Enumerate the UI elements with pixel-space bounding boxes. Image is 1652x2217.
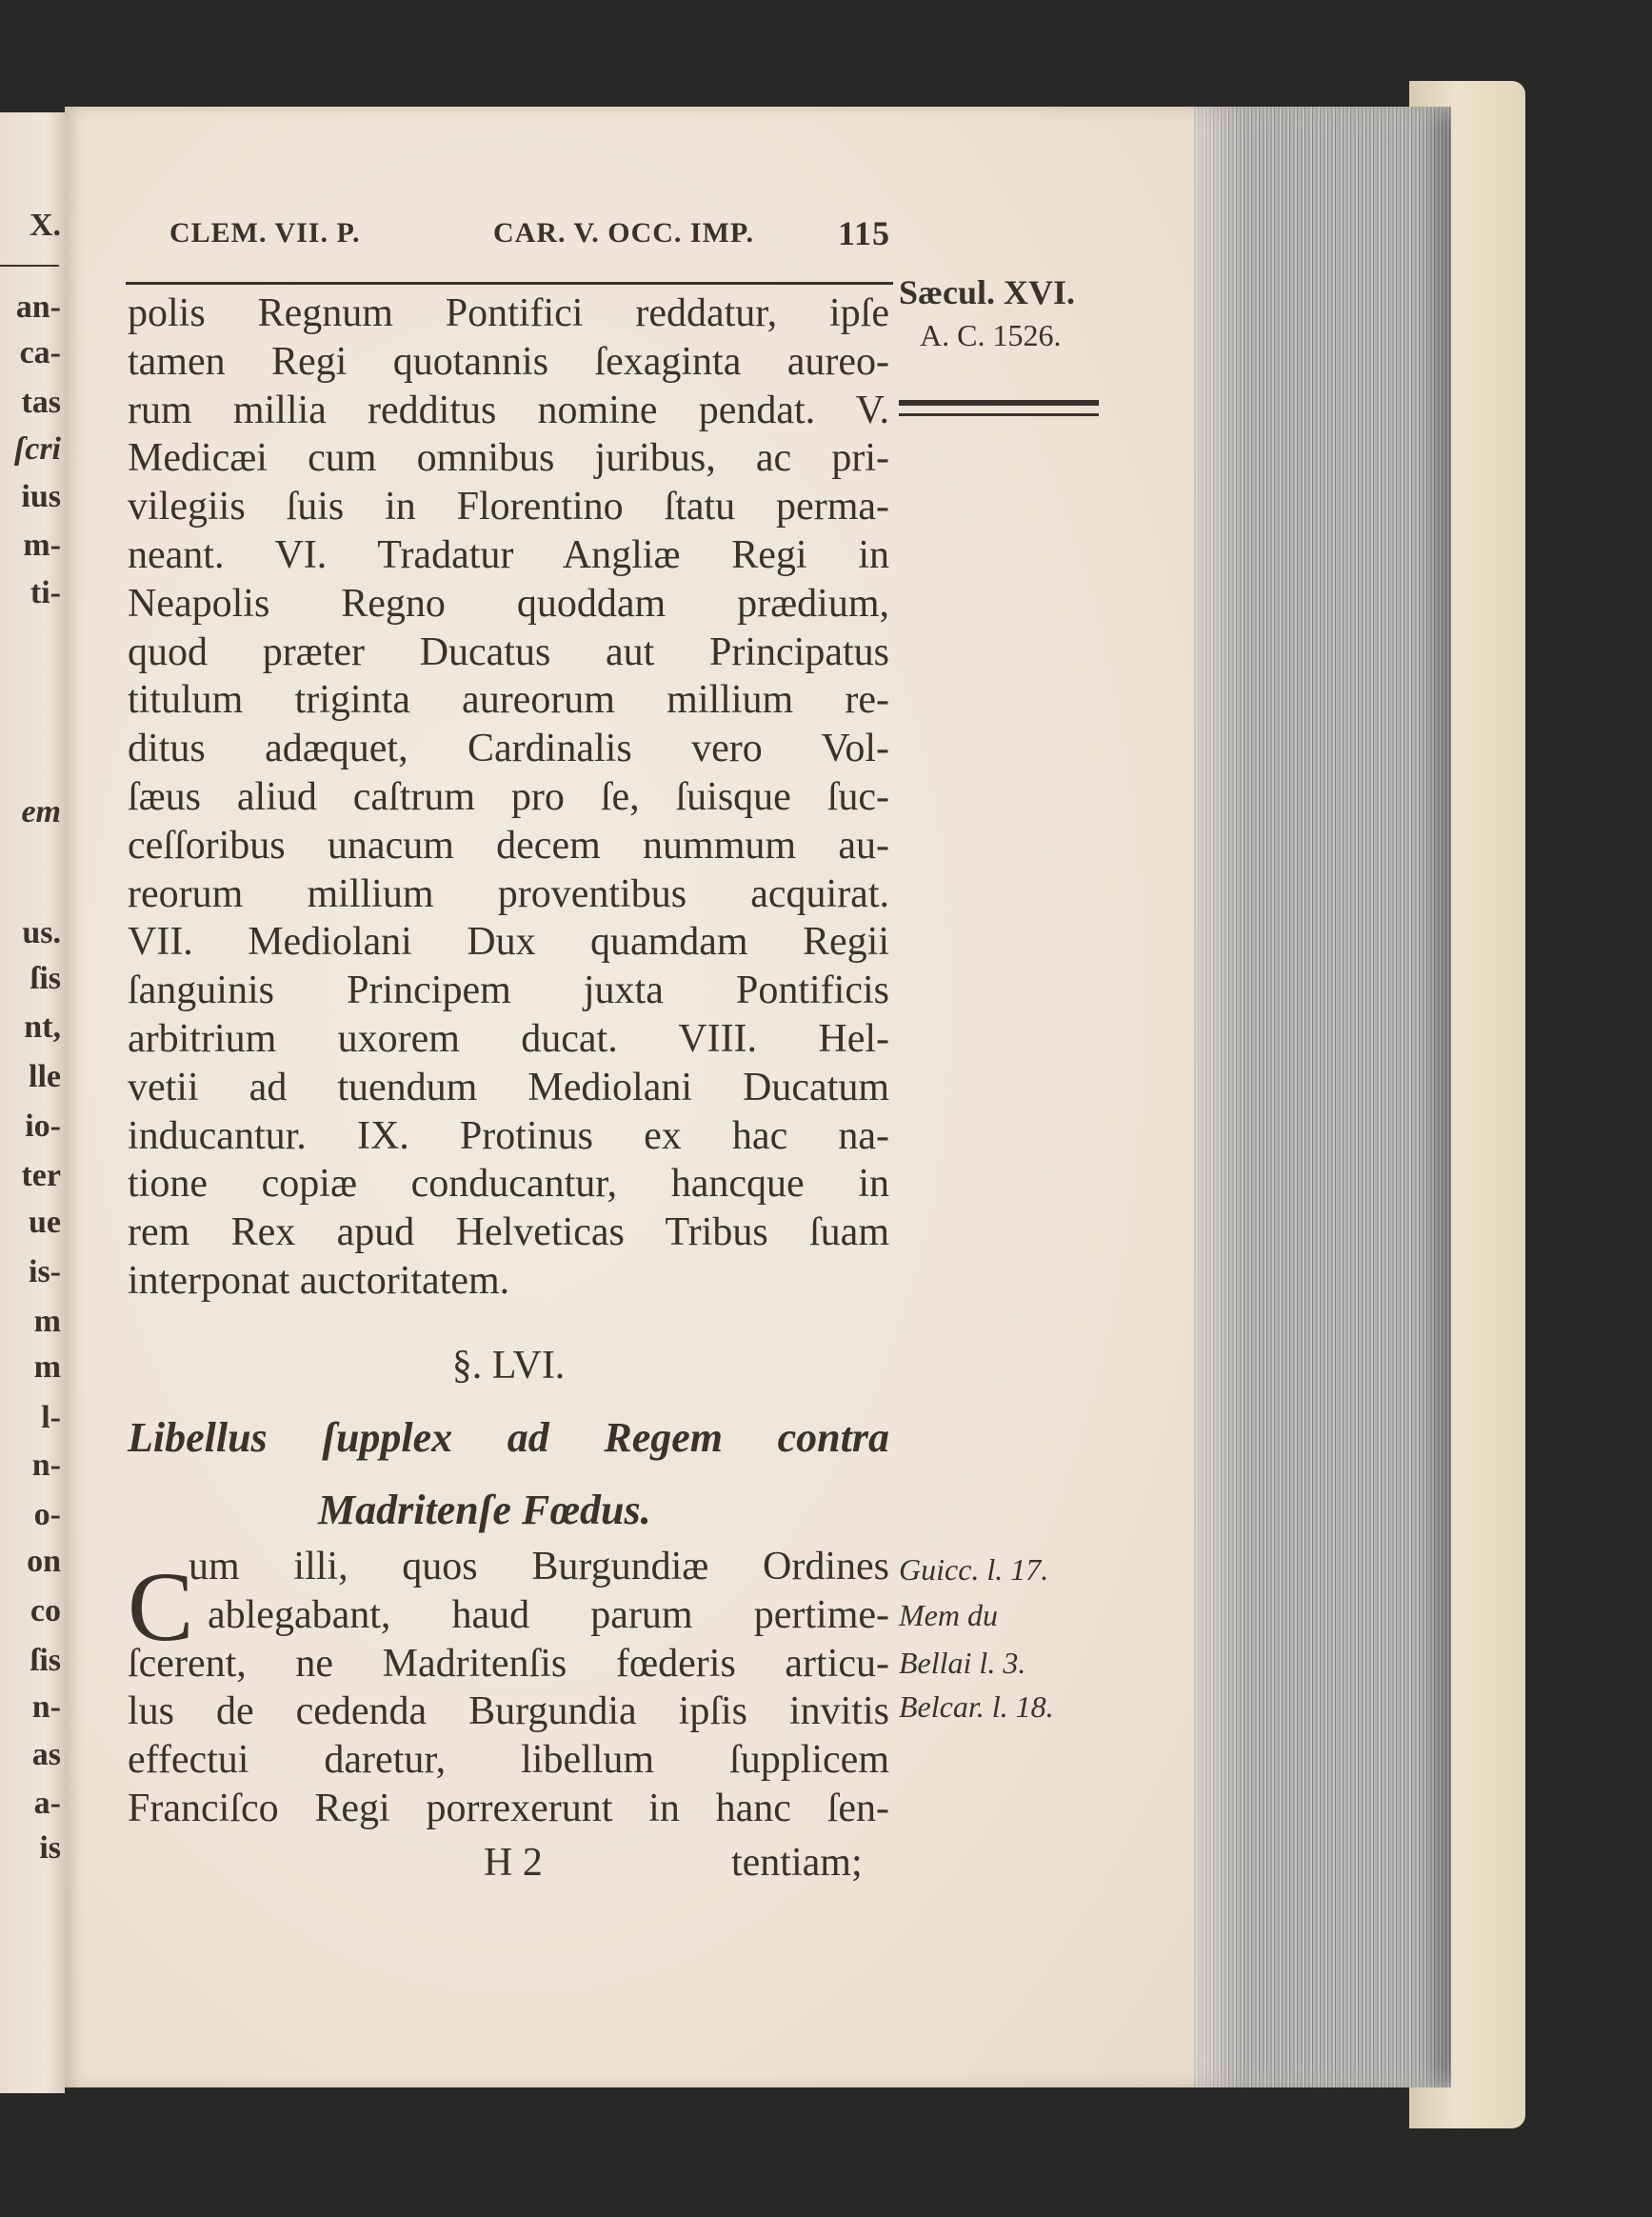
left-page-fragment: ſcri [13,431,61,467]
left-page-fragment: an- [15,290,61,325]
margin-century: Sæcul. XVI. [899,273,1076,311]
margin-double-rule [899,400,1099,406]
header-emperor: CAR. V. OCC. IMP. [493,217,754,249]
text-line: quod præter Ducatus aut Principatus [128,629,889,674]
page-number: 115 [838,214,891,252]
section-text [128,1543,889,1833]
section-title-line2: Madritenſe Fœdus. [318,1487,651,1533]
text-line: titulum triginta aureorum millium re- [128,678,889,723]
text-line: reorum millium proventibus acquirat. [128,871,889,916]
margin-year: A. C. 1526. [920,318,1062,352]
text-line: ſæus aliud caſtrum pro ſe, ſuisque ſuc- [128,774,889,819]
left-page-fragment: lle [29,1059,61,1094]
text-line: neant. VI. Tradatur Angliæ Regi in [128,532,889,577]
text-line: rem Rex apud Helveticas Tribus ſuam [128,1210,889,1255]
margin-reference: Bellai l. 3. [899,1646,1026,1680]
text-line: interponat auctoritatem. [128,1258,510,1303]
left-page-fragment: l- [41,1400,61,1435]
section-text-line: lus de cedenda Burgundia ipſis invitis [128,1689,889,1734]
section-number: §. LVI. [451,1344,566,1388]
text-line: VII. Mediolani Dux quamdam Regii [128,920,889,965]
section-text-line: ſcerent, ne Madritenſis fœderis articu- [128,1641,889,1686]
section-text-line: Franciſco Regi porrexerunt in hanc ſen- [128,1786,889,1830]
text-line: vilegiis ſuis in Florentino ſtatu perma- [128,485,889,529]
left-page-fragment: us. [22,915,61,950]
left-page-fragment: ti- [30,575,61,610]
left-page-fragment: io- [25,1108,61,1144]
drop-cap: C [128,1552,194,1662]
left-page-fragment: ſis [30,961,61,996]
text-line: Medicæi cum omnibus juribus, ac pri- [128,436,889,481]
text-line: tamen Regi quotannis ſexaginta aureo- [128,339,889,384]
left-page-fragment: em [21,794,61,829]
text-line: vetii ad tuendum Mediolani Ducatum [128,1065,889,1109]
catchword: tentiam; [731,1841,863,1885]
text-line: ceſſoribus unacum decem nummum au- [128,823,889,868]
signature-mark: H 2 [484,1841,543,1885]
page-fore-edge [1194,107,1451,2087]
left-page-fragment: ue [29,1205,61,1240]
left-page-fragment: n- [31,1448,61,1483]
left-page-fragment: o- [33,1497,61,1532]
left-page-fragment: a- [33,1786,61,1821]
facing-left-page [0,112,65,2093]
section-text-line: effectui daretur, libellum ſupplicem [128,1738,889,1783]
section-text-line: um illi, quos Burgundiæ Ordines [189,1545,889,1588]
left-page-fragment: n- [31,1689,61,1725]
text-line: ditus adæquet, Cardinalis vero Vol- [128,727,889,771]
left-page-fragment: m [33,1304,61,1339]
section-title-line1: Libellus ſupplex ad Regem contra [128,1414,889,1461]
left-page-fragment: as [31,1737,61,1772]
section-text-line: ablegabant, haud parum pertime- [208,1592,889,1637]
left-page-fragment: nt, [24,1009,61,1045]
margin-reference: Guicc. l. 17. [899,1552,1049,1587]
running-header [169,214,893,259]
text-line: tione copiæ conducantur, hancque in [128,1162,889,1207]
left-page-fragment: co [30,1593,61,1628]
left-page-header-rule [0,265,59,267]
text-line: arbitrium uxorem ducat. VIII. Hel- [128,1016,889,1061]
text-line: polis Regnum Pontifici reddatur, ipſe [128,291,889,335]
margin-double-rule-thin [899,413,1099,416]
left-page-fragment: m [33,1349,61,1385]
text-line: inducantur. IX. Protinus ex hac na- [128,1113,889,1158]
left-page-fragment: is [39,1830,61,1866]
text-line: ſanguinis Principem juxta Pontificis [128,969,889,1013]
margin-reference: Belcar. l. 18. [899,1689,1054,1724]
header-rule [126,282,893,285]
left-page-fragment: on [27,1544,61,1579]
left-page-fragment: m- [23,528,61,563]
margin-reference: Mem du [899,1598,998,1632]
left-page-fragment: ca- [19,335,61,370]
body-text [128,290,889,1306]
text-line: Neapolis Regno quoddam prædium, [128,581,889,626]
left-page-fragment: ter [21,1158,61,1193]
header-pope: CLEM. VII. P. [169,217,361,249]
left-page-fragment: X. [29,208,61,243]
left-page-fragment: ius [21,479,61,514]
left-page-fragment: is- [29,1254,61,1289]
text-line: rum millia redditus nomine pendat. V. [128,388,889,432]
left-page-fragment: tas [21,385,61,420]
left-page-fragment: ſis [30,1643,61,1678]
